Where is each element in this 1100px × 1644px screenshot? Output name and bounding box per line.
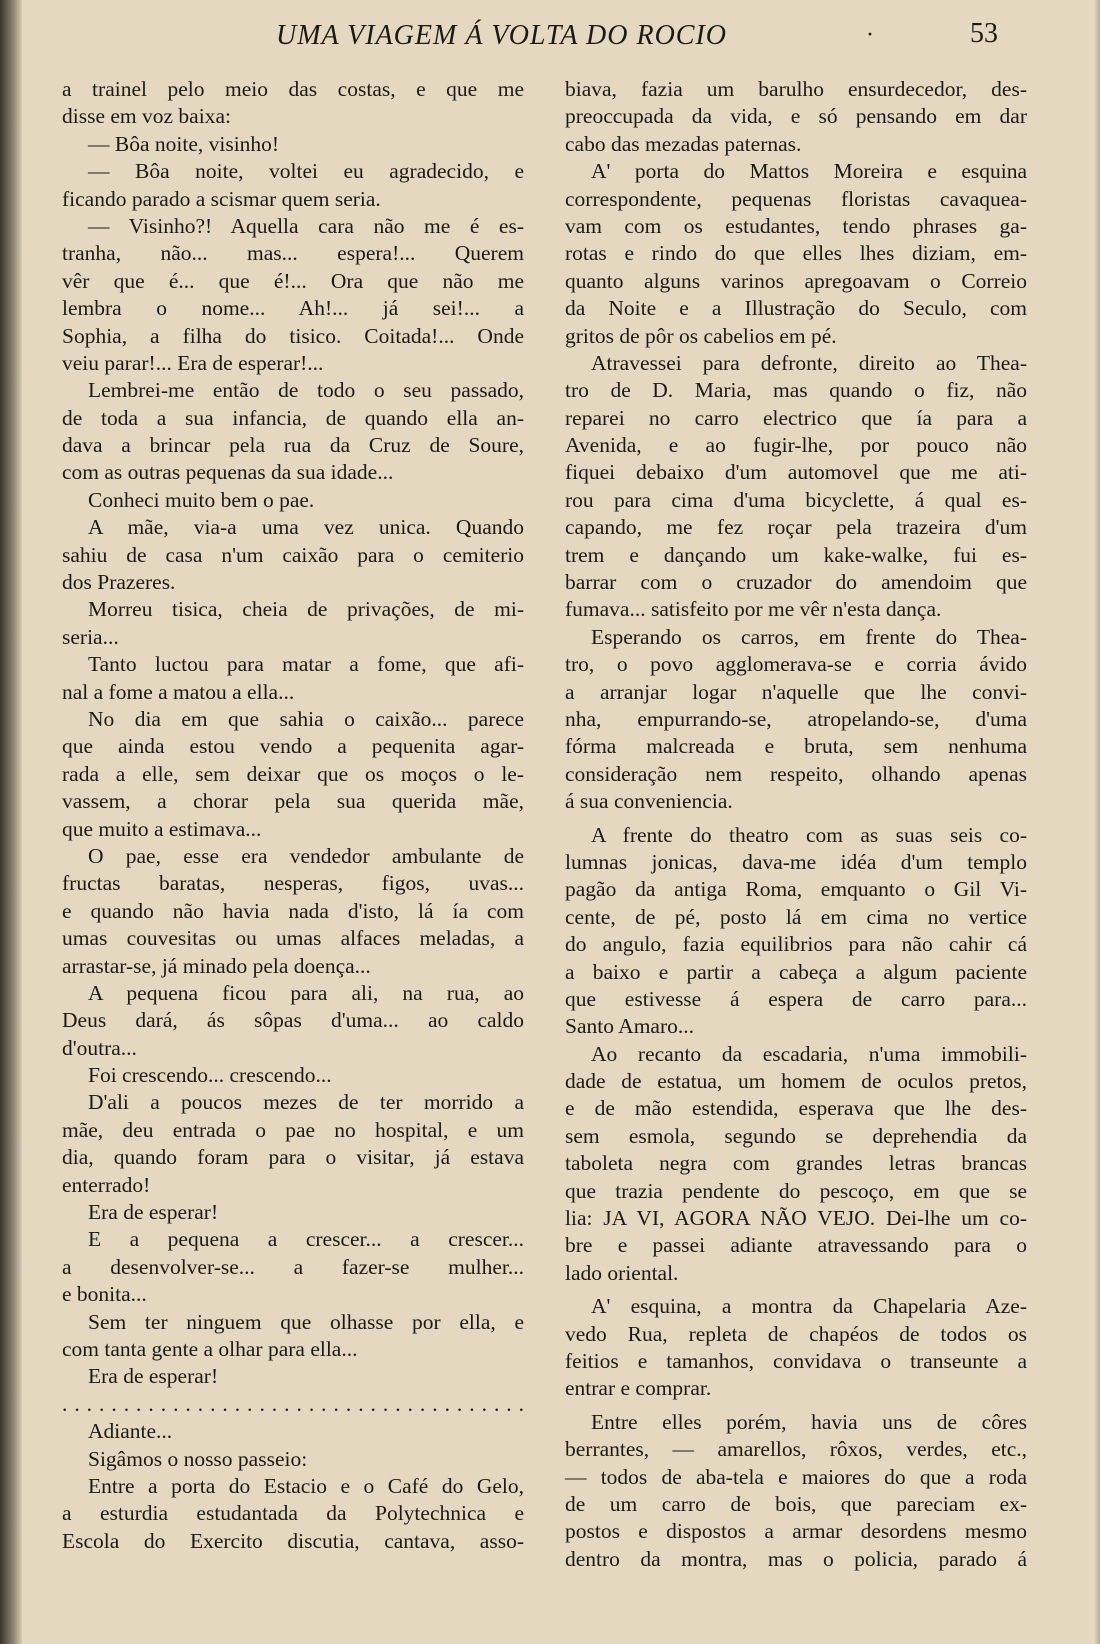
text-line: com as outras pequenas da sua idade... xyxy=(62,460,394,485)
left-column xyxy=(62,76,524,1555)
text-line: que ainda estou vendo a pequenita agar- xyxy=(62,734,524,759)
text-line: que estivesse á espera de carro para... xyxy=(565,986,1027,1011)
text-line: Foi crescendo... crescendo... xyxy=(88,1063,332,1088)
text-line: — Bôa noite, voltei eu agradecido, e xyxy=(88,159,524,184)
text-line: a esturdia estudantada da Polytechnica e xyxy=(62,1501,524,1526)
text-line: vassem, a chorar pela sua querida mãe, xyxy=(62,789,524,814)
text-line: vêr que é... que é!... Ora que não me xyxy=(62,268,524,293)
text-line: e de mão estendida, esperava que lhe des- xyxy=(565,1096,1027,1121)
text-line: mãe, deu entrada o pae no hospital, e um xyxy=(62,1117,524,1142)
text-line: taboleta negra com grandes letras brancas xyxy=(565,1151,1027,1176)
text-line: A pequena ficou para ali, na rua, ao xyxy=(88,980,524,1005)
text-line: rou para cima d'uma bicyclette, á qual es- xyxy=(565,487,1027,512)
text-line: de um carro de bois, que pareciam ex- xyxy=(565,1491,1027,1516)
text-line: cabo das mezadas paternas. xyxy=(565,131,802,156)
text-line: Esperando os carros, em frente do Thea- xyxy=(591,624,1027,649)
text-line: e bonita... xyxy=(62,1282,147,1307)
text-line: nha, empurrando-se, atropelando-se, d'uma xyxy=(565,706,1027,731)
text-line: Ao recanto da escadaria, n'uma immobili- xyxy=(591,1041,1027,1066)
text-line: ficando parado a scismar quem seria. xyxy=(62,186,381,211)
text-line: — Visinho?! Aquella cara não me é es- xyxy=(88,213,524,238)
text-line: lumnas jonicas, dava-me idéa d'um templo xyxy=(565,849,1027,874)
text-line: a trainel pelo meio das costas, e que me xyxy=(62,77,524,101)
text-line: capando, me fez roçar pela trazeira d'um xyxy=(565,515,1027,540)
text-line: com tanta gente a olhar para ella... xyxy=(62,1336,358,1361)
page-edge xyxy=(1094,0,1100,1644)
text-line: . . . . . . . . . . . . . . . . . . . . . . . . . . . . . . . . . . . . . . xyxy=(62,1391,524,1416)
text-line: umas couvesitas ou umas alfaces meladas, a xyxy=(62,926,524,951)
text-line: Entre elles porém, havia uns de côres xyxy=(591,1409,1027,1434)
header-dot: · xyxy=(866,22,874,48)
text-line: lembra o nome... Ah!... já sei!... a xyxy=(62,296,524,321)
text-line: que trazia pendente do pescoço, em que se xyxy=(565,1178,1027,1203)
text-line: lia: JA VI, AGORA NÃO VEJO. Dei-lhe um co- xyxy=(565,1206,1027,1231)
text-line: Sigâmos o nosso passeio: xyxy=(88,1446,308,1471)
text-line: pagão da antiga Roma, emquanto o Gil Vi- xyxy=(565,877,1027,902)
text-line: trem e dançando um kake-walke, fui es- xyxy=(565,542,1027,567)
text-line: postos e dispostos a armar desordens mesmo xyxy=(565,1519,1027,1544)
text-line: quanto alguns varinos apregoavam o Correio xyxy=(565,268,1027,293)
text-line: Escola do Exercito discutia, cantava, asso- xyxy=(62,1528,524,1553)
text-line: á sua conveniencia. xyxy=(565,789,733,814)
text-line: preoccupada da vida, e só pensando em dar xyxy=(565,104,1027,129)
text-line: Atravessei para defronte, direito ao Thea- xyxy=(591,350,1027,375)
text-line: veiu parar!... Era de esperar!... xyxy=(62,350,324,375)
text-line: A' porta do Mattos Moreira e esquina xyxy=(591,159,1027,184)
text-line: Tanto luctou para matar a fome, que afi- xyxy=(88,652,524,677)
page-header xyxy=(60,18,1060,58)
right-column xyxy=(565,76,1027,1573)
text-line: a baixo e partir a cabeça a algum paciente xyxy=(565,959,1027,984)
text-line: e quando não havia nada d'isto, lá ía com xyxy=(62,898,524,923)
text-line: fórma malcreada e bruta, sem nenhuma xyxy=(565,734,1027,759)
running-title: UMA VIAGEM Á VOLTA DO ROCIO xyxy=(276,20,728,51)
text-line: de toda a sua infancia, de quando ella an- xyxy=(62,405,524,430)
text-line: a desenvolver-se... a fazer-se mulher... xyxy=(62,1254,524,1279)
book-spine-shadow xyxy=(0,0,22,1644)
text-line: — todos de aba-tela e maiores do que a roda xyxy=(565,1464,1027,1489)
text-line: do angulo, fazia equilibrios para não cahir cá xyxy=(565,932,1027,957)
text-line: A' esquina, a montra da Chapelaria Aze- xyxy=(591,1294,1027,1319)
text-line: dentro da montra, mas o policia, parado á xyxy=(565,1546,1027,1571)
text-line: bre e passei adiante atravessando para o xyxy=(565,1233,1027,1258)
text-line: Conheci muito bem o pae. xyxy=(88,487,315,512)
text-line: Adiante... xyxy=(88,1419,173,1444)
text-line: E a pequena a crescer... a crescer... xyxy=(88,1227,524,1252)
text-line: feitios e tamanhos, convidava o transeunte a xyxy=(565,1348,1027,1373)
text-line: O pae, esse era vendedor ambulante de xyxy=(88,843,524,868)
text-line: nal a fome a matou a ella... xyxy=(62,679,295,704)
text-line: vam com os estudantes, tendo phrases ga- xyxy=(565,213,1027,238)
text-line: sem esmola, segundo se deprehendia da xyxy=(565,1123,1027,1148)
text-line: Avenida, e ao fugir-lhe, por pouco não xyxy=(565,433,1027,458)
text-line: lado oriental. xyxy=(565,1260,679,1285)
text-line: fructas baratas, nesperas, figos, uvas... xyxy=(62,871,524,896)
text-line: reparei no carro electrico que ía para a xyxy=(565,405,1027,430)
text-line: gritos de pôr os cabelios em pé. xyxy=(565,323,837,348)
text-line: dade de estatua, um homem de oculos pretos, xyxy=(565,1069,1027,1094)
text-line: disse em voz baixa: xyxy=(62,104,231,129)
text-line: barrar com o cruzador do amendoim que xyxy=(565,570,1027,595)
text-line: fumava... satisfeito por me vêr n'esta dança. xyxy=(565,597,942,622)
text-line: No dia em que sahia o caixão... parece xyxy=(88,706,524,731)
text-line: Santo Amaro... xyxy=(565,1014,694,1039)
text-line: fiquei debaixo d'um automovel que me ati- xyxy=(565,460,1027,485)
text-line: Sem ter ninguem que olhasse por ella, e xyxy=(88,1309,524,1334)
text-line: d'outra... xyxy=(62,1035,137,1060)
text-line: sahiu de casa n'um caixão para o cemiterio xyxy=(62,542,524,567)
text-line: consideração nem respeito, olhando apenas xyxy=(565,761,1027,786)
text-line: Sophia, a filha do tisico. Coitada!... Onde xyxy=(62,323,524,348)
text-line: tro, o povo agglomerava-se e corria ávido xyxy=(565,652,1027,677)
text-line: D'ali a poucos mezes de ter morrido a xyxy=(88,1090,524,1115)
page-number: 53 xyxy=(970,18,998,49)
text-line: tranha, não... mas... espera!... Querem xyxy=(62,241,524,266)
text-line: Morreu tisica, cheia de privações, de mi- xyxy=(88,597,524,622)
text-line: berrantes, — amarellos, rôxos, verdes, etc., xyxy=(565,1437,1027,1462)
text-line: arrastar-se, já minado pela doença... xyxy=(62,953,371,978)
text-line: dos Prazeres. xyxy=(62,570,176,595)
text-line: biava, fazia um barulho ensurdecedor, des- xyxy=(565,77,1027,101)
text-line: Entre a porta do Estacio e o Café do Gelo, xyxy=(88,1473,524,1498)
text-line: Deus dará, ás sôpas d'uma... ao caldo xyxy=(62,1008,524,1033)
text-line: enterrado! xyxy=(62,1172,151,1197)
text-line: entrar e comprar. xyxy=(565,1376,712,1401)
text-line: Era de esperar! xyxy=(88,1364,219,1389)
text-line: dava a brincar pela rua da Cruz de Soure, xyxy=(62,433,524,458)
text-line: tro de D. Maria, mas quando o fiz, não xyxy=(565,378,1027,403)
text-line: que muito a estimava... xyxy=(62,816,262,841)
text-line: A mãe, via-a uma vez unica. Quando xyxy=(88,515,524,540)
text-line: seria... xyxy=(62,624,119,649)
text-line: Era de esperar! xyxy=(88,1200,219,1225)
text-line: A frente do theatro com as suas seis co- xyxy=(591,822,1027,847)
text-line: Lembrei-me então de todo o seu passado, xyxy=(88,378,524,403)
text-line: da Noite e a Illustração do Seculo, com xyxy=(565,296,1027,321)
text-line: — Bôa noite, visinho! xyxy=(88,131,280,156)
text-line: vedo Rua, repleta de chapéos de todos os xyxy=(565,1321,1027,1346)
text-line: rada a elle, sem deixar que os moços o le- xyxy=(62,761,524,786)
text-line: cente, de pé, posto lá em cima no vertice xyxy=(565,904,1027,929)
text-line: rotas e rindo do que elles lhes diziam, em- xyxy=(565,241,1027,266)
text-line: a arranjar logar n'aquelle que lhe convi- xyxy=(565,679,1027,704)
text-line: dia, quando foram para o visitar, já estava xyxy=(62,1145,524,1170)
text-line: correspondente, pequenas floristas cavaquea- xyxy=(565,186,1027,211)
